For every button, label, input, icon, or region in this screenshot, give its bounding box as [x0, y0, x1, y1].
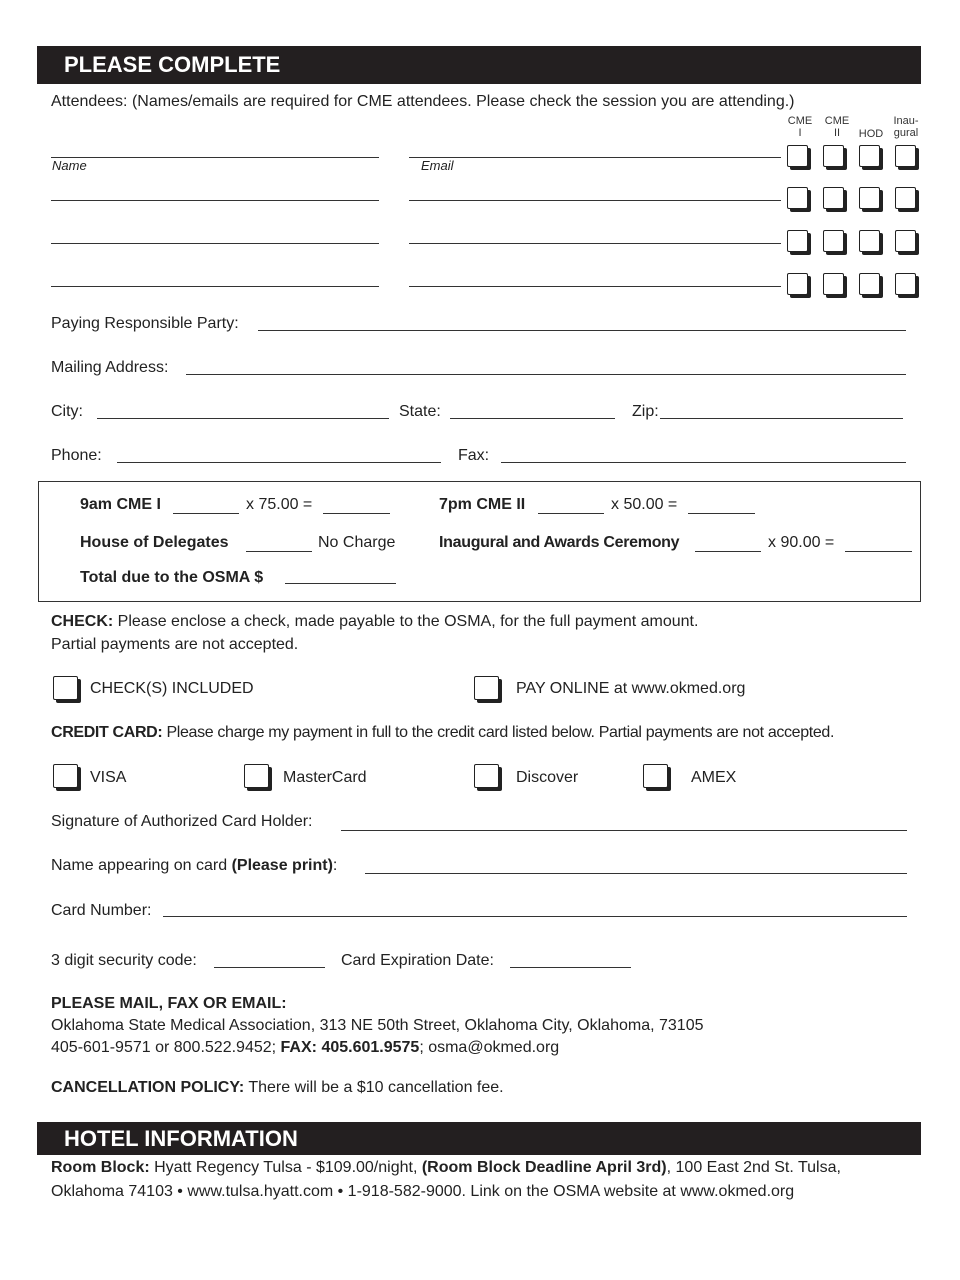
- city-label: City:: [51, 403, 83, 420]
- expiration-label: Card Expiration Date:: [341, 952, 494, 969]
- mail-phone: 405-601-9571 or 800.522.9452;: [51, 1039, 277, 1056]
- fax-field[interactable]: [501, 462, 906, 463]
- check-instruction: [51, 613, 698, 631]
- col-header-inaugural: [888, 115, 924, 139]
- mail-address: Oklahoma State Medical Association, 313 NE 50th Street, Oklahoma City, Oklahoma, 73105: [51, 1017, 704, 1034]
- col-header-cme1: [782, 115, 818, 139]
- checkbox-hod[interactable]: [859, 187, 880, 209]
- fax-label: Fax:: [458, 447, 490, 464]
- security-code-field[interactable]: [214, 967, 325, 968]
- checkbox-cme2[interactable]: [823, 273, 844, 295]
- col-header-inaugural-text: Inau- gural: [893, 115, 919, 139]
- cme1-price: x 75.00 =: [246, 496, 313, 513]
- expiration-field[interactable]: [510, 967, 631, 968]
- state-field[interactable]: [450, 418, 615, 419]
- checkbox-cme2[interactable]: [823, 187, 844, 209]
- mail-fax-label: FAX:: [280, 1039, 317, 1056]
- checkbox-cme1[interactable]: [787, 187, 808, 209]
- state-label: State:: [399, 403, 441, 420]
- signature-field[interactable]: [341, 830, 907, 831]
- checkbox-cme1[interactable]: [787, 145, 808, 167]
- name-on-card-print-note: (Please print): [231, 857, 333, 874]
- credit-card-bold-label: CREDIT CARD:: [51, 724, 163, 741]
- phone-label: Phone:: [51, 447, 102, 464]
- discover-label: Discover: [516, 769, 579, 786]
- pay-online-label: PAY ONLINE at www.okmed.org: [516, 680, 746, 697]
- checkbox-cme1[interactable]: [787, 273, 808, 295]
- col-header-hod: [853, 128, 889, 140]
- total-due-label: Total due to the OSMA $: [80, 569, 264, 586]
- mailing-address-label: Mailing Address:: [51, 359, 169, 376]
- check-partial-note: Partial payments are not accepted.: [51, 636, 299, 653]
- checkbox-check-included[interactable]: [53, 676, 78, 700]
- name-on-card-text: Name appearing on card: [51, 857, 228, 874]
- col-header-cme2: [819, 115, 855, 139]
- amex-label: AMEX: [691, 769, 737, 786]
- paying-party-label: Paying Responsible Party:: [51, 315, 239, 332]
- checkbox-amex[interactable]: [643, 764, 668, 788]
- security-code-label: 3 digit security code:: [51, 952, 197, 969]
- card-number-field[interactable]: [163, 916, 907, 917]
- attendee-email-field[interactable]: [409, 200, 781, 201]
- attendees-instruction: Attendees: (Names/emails are required for CME attendees. Please check the session you are attending.): [51, 93, 795, 110]
- cancellation-bold-label: CANCELLATION POLICY:: [51, 1079, 245, 1096]
- name-on-card-label: [51, 857, 337, 875]
- room-block-deadline: (Room Block Deadline April 3rd): [421, 1159, 667, 1176]
- inaugural-fee-label: Inaugural and Awards Ceremony: [439, 534, 680, 551]
- checkbox-hod[interactable]: [859, 230, 880, 252]
- attendee-name-field[interactable]: [51, 243, 379, 244]
- attendee-email-field[interactable]: [409, 286, 781, 287]
- mail-heading: PLEASE MAIL, FAX OR EMAIL:: [51, 995, 287, 1012]
- check-included-label: CHECK(S) INCLUDED: [90, 680, 254, 697]
- zip-label: Zip:: [632, 403, 659, 420]
- signature-label: Signature of Authorized Card Holder:: [51, 813, 313, 830]
- cme1-amount-field[interactable]: [323, 513, 390, 514]
- hod-price: No Charge: [318, 534, 396, 551]
- checkbox-hod[interactable]: [859, 273, 880, 295]
- checkbox-cme1[interactable]: [787, 230, 808, 252]
- cme1-quantity-field[interactable]: [173, 513, 239, 514]
- name-on-card-field[interactable]: [365, 873, 907, 874]
- col-header-hod-text: HOD: [858, 128, 884, 140]
- room-block-label: Room Block:: [51, 1159, 150, 1176]
- hod-quantity-field[interactable]: [246, 551, 312, 552]
- hotel-text-2: , 100 East 2nd St. Tulsa,: [666, 1159, 841, 1176]
- mastercard-label: MasterCard: [283, 769, 367, 786]
- hotel-info-header: [37, 1122, 921, 1155]
- checkbox-discover[interactable]: [474, 764, 499, 788]
- city-field[interactable]: [97, 418, 389, 419]
- credit-card-instruction-text: Please charge my payment in full to the credit card listed below. Partial payments are not accepted.: [166, 724, 835, 741]
- zip-field[interactable]: [660, 418, 903, 419]
- cancellation-text: There will be a $10 cancellation fee.: [248, 1079, 504, 1096]
- checkbox-cme2[interactable]: [823, 145, 844, 167]
- attendee-name-field[interactable]: [51, 200, 379, 201]
- phone-field[interactable]: [117, 462, 441, 463]
- cme2-fee-label: 7pm CME II: [439, 496, 526, 513]
- checkbox-inaugural[interactable]: [895, 187, 916, 209]
- inaugural-amount-field[interactable]: [845, 551, 912, 552]
- cme2-price: x 50.00 =: [611, 496, 678, 513]
- hotel-room-block: [51, 1159, 841, 1177]
- email-label: Email: [421, 158, 454, 173]
- checkbox-inaugural[interactable]: [895, 145, 916, 167]
- cme1-fee-label: 9am CME I: [80, 496, 161, 513]
- inaugural-price: x 90.00 =: [768, 534, 835, 551]
- paying-party-field[interactable]: [258, 330, 906, 331]
- checkbox-pay-online[interactable]: [474, 676, 499, 700]
- mail-fax-number: 405.601.9575: [321, 1039, 420, 1056]
- mail-email: ; osma@okmed.org: [419, 1039, 560, 1056]
- attendee-name-field[interactable]: [51, 157, 379, 158]
- hotel-info-title: HOTEL INFORMATION: [64, 1126, 298, 1151]
- attendee-name-field[interactable]: [51, 286, 379, 287]
- please-complete-title: PLEASE COMPLETE: [64, 52, 281, 77]
- attendee-email-field[interactable]: [409, 243, 781, 244]
- cancellation-policy: [51, 1079, 504, 1097]
- checkbox-hod[interactable]: [859, 145, 880, 167]
- hod-fee-label: House of Delegates: [80, 534, 229, 551]
- credit-card-instruction: [51, 724, 834, 742]
- hotel-text-1: Hyatt Regency Tulsa - $109.00/night,: [154, 1159, 418, 1176]
- checkbox-inaugural[interactable]: [895, 273, 916, 295]
- check-instruction-text: Please enclose a check, made payable to the OSMA, for the full payment amount.: [117, 613, 699, 630]
- mail-contact: [51, 1039, 559, 1057]
- cme2-amount-field[interactable]: [688, 513, 755, 514]
- card-number-label: Card Number:: [51, 902, 152, 919]
- name-on-card-colon: :: [332, 857, 338, 874]
- checkbox-visa[interactable]: [53, 764, 78, 788]
- mailing-address-field[interactable]: [186, 374, 906, 375]
- cme2-quantity-field[interactable]: [538, 513, 604, 514]
- checkbox-cme2[interactable]: [823, 230, 844, 252]
- please-complete-header: [37, 46, 921, 84]
- visa-label: VISA: [90, 769, 127, 786]
- inaugural-quantity-field[interactable]: [695, 551, 761, 552]
- col-header-cme1-text: CME I: [787, 115, 813, 139]
- checkbox-mastercard[interactable]: [244, 764, 269, 788]
- col-header-cme2-text: CME II: [824, 115, 850, 139]
- name-label: Name: [52, 158, 87, 173]
- total-due-field[interactable]: [285, 583, 396, 584]
- checkbox-inaugural[interactable]: [895, 230, 916, 252]
- attendee-email-field[interactable]: [409, 157, 781, 158]
- check-bold-label: CHECK:: [51, 613, 114, 630]
- hotel-line-2: Oklahoma 74103 • www.tulsa.hyatt.com • 1-918-582-9000. Link on the OSMA website at www.okmed.org: [51, 1183, 795, 1200]
